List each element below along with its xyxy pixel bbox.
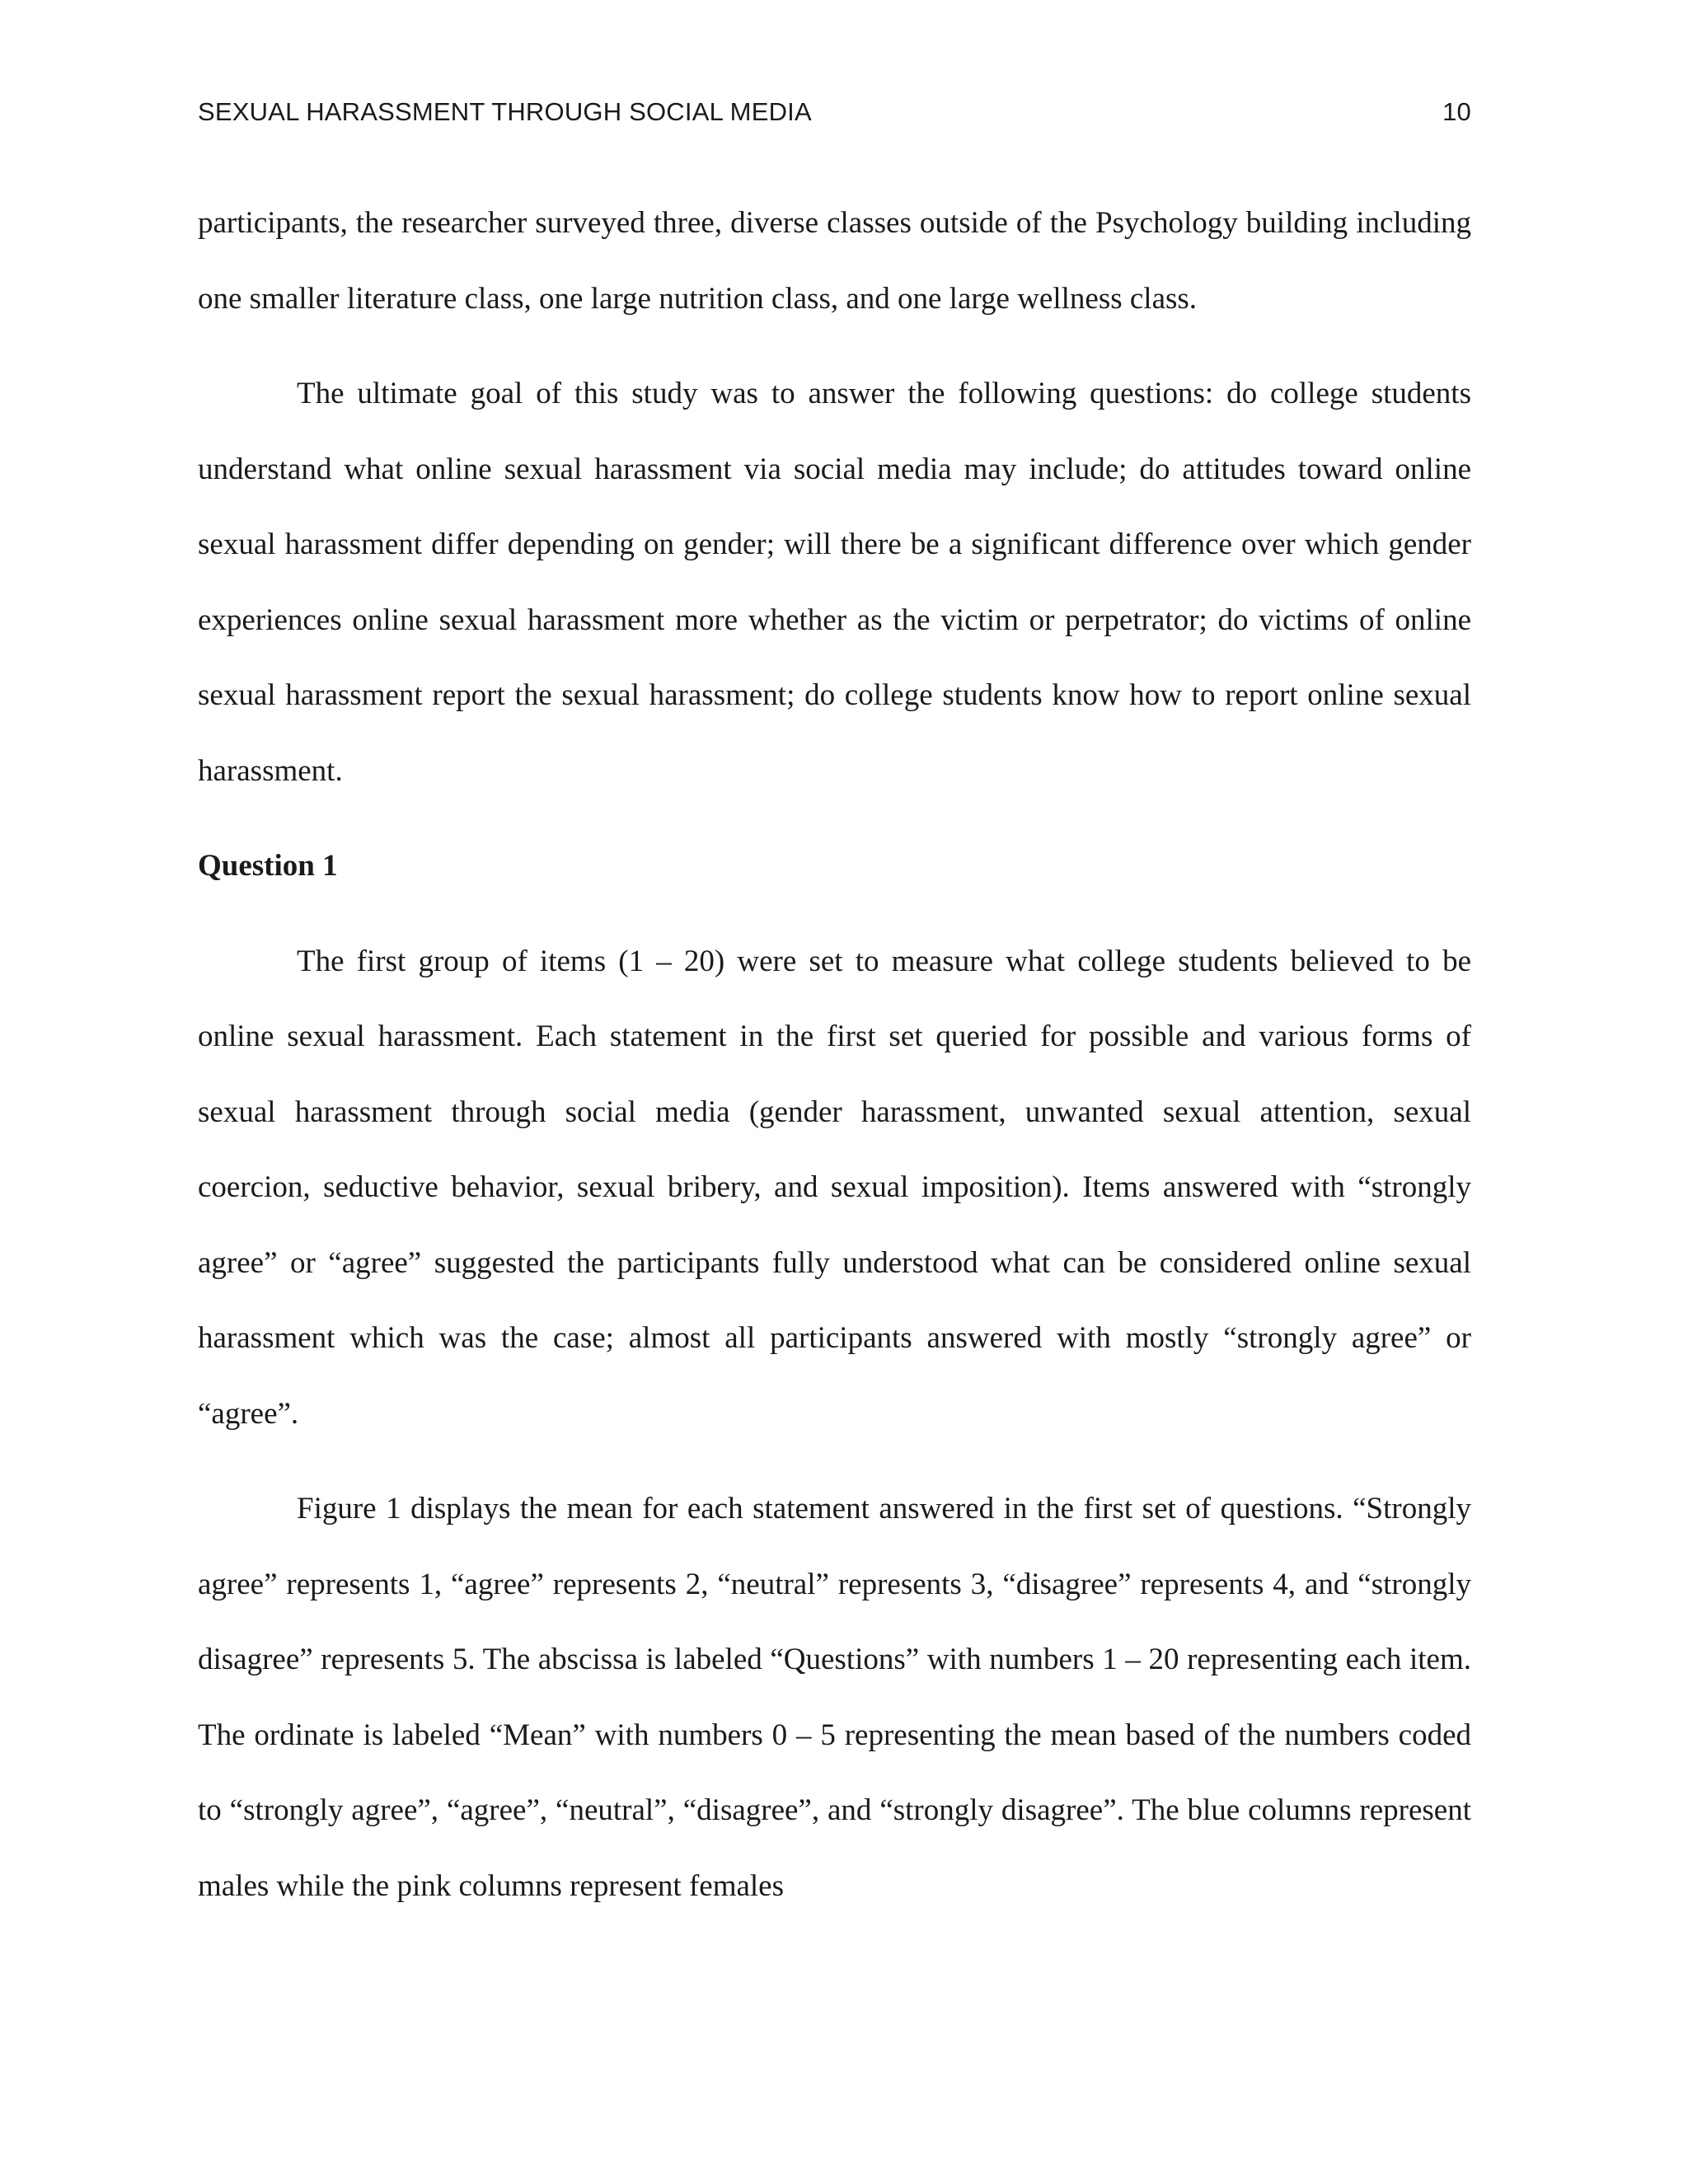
page-number: 10 [1442,97,1471,126]
section-heading-question-1: Question 1 [198,849,338,883]
running-head [198,97,1471,138]
running-head-title: SEXUAL HARASSMENT THROUGH SOCIAL MEDIA [198,97,812,126]
paragraph-figure-1-description: Figure 1 displays the mean for each statement answered in the first set of questions. “Strongly agree” represents 1, “agree” represents 2, “neutral” represents 3, “disagree” represents 4, and “strongly disagree” represents 5. The abscissa is labeled “Questions” with numbers 1 – 20 representing each item. The ordinate is labeled “Mean” with numbers 0 – 5 representing the mean based of the numbers coded to “strongly agree”, “agree”, “neutral”, “disagree”, and “strongly disagree”. The blue columns represent males while the pink columns represent females [198,1492,1471,1903]
paragraph-continuation: participants, the researcher surveyed three, diverse classes outside of the Psychology building including one smaller literature class, one large nutrition class, and one large wellness class. [198,206,1471,316]
body-text [198,185,1471,1924]
paragraph-research-questions: The ultimate goal of this study was to answer the following questions: do college students understand what online sexual harassment via social media may include; do attitudes toward online sexual harassment differ depending on gender; will there be a significant difference over which gender experiences online sexual harassment more whether as the victim or perpetrator; do victims of online sexual harassment report the sexual harassment; do college students know how to report online sexual harassment. [198,377,1471,788]
paragraph-first-group-items: The first group of items (1 – 20) were set to measure what college students believed to be online sexual harassment. Each statement in the first set queried for possible and various forms of sexual harassment through social media (gender harassment, unwanted sexual attention, sexual coercion, seductive behavior, sexual bribery, and sexual imposition). Items answered with “strongly agree” or “agree” suggested the participants fully understood what can be considered online sexual harassment which was the case; almost all participants answered with mostly “strongly agree” or “agree”. [198,944,1471,1431]
